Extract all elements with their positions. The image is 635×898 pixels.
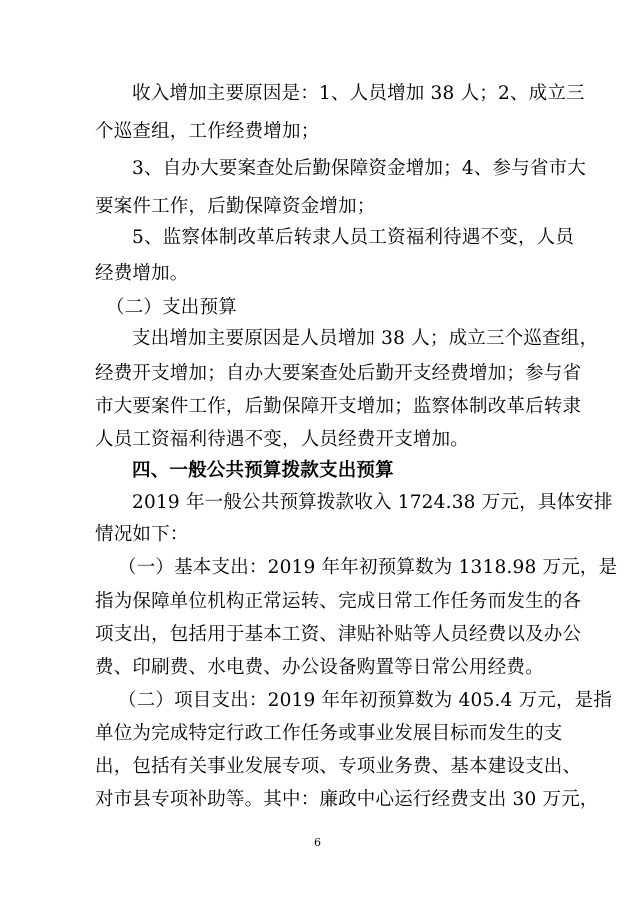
paragraph-line: （一）基本支出：2019 年年初预算数为 1318.98 万元，是 xyxy=(118,557,618,578)
paragraph-line: 项支出，包括用于基本工资、津贴补贴等人员经费以及办公 xyxy=(95,624,582,645)
paragraph-line: 出，包括有关事业发展专项、专项业务费、基本建设支出、 xyxy=(95,756,582,777)
paragraph-line: 要案件工作，后勤保障资金增加； xyxy=(95,196,376,217)
section-heading: （二）支出预算 xyxy=(106,297,237,318)
paragraph-line: 5、监察体制改革后转隶人员工资福利待遇不变，人员 xyxy=(132,227,575,248)
paragraph-line: 市大要案件工作，后勤保障开支增加；监察体制改革后转隶 xyxy=(95,396,582,417)
paragraph-line: 人员工资福利待遇不变，人员经费开支增加。 xyxy=(95,429,470,450)
page-number: 6 xyxy=(314,836,321,849)
paragraph-line: 经费增加。 xyxy=(95,263,189,284)
paragraph-line: 个巡查组，工作经费增加； xyxy=(95,121,320,142)
section-heading: 四、一般公共预算拨款支出预算 xyxy=(132,460,394,481)
paragraph-line: 支出增加主要原因是人员增加 38 人；成立三个巡查组， xyxy=(132,328,599,349)
paragraph-line: 经费开支增加；自办大要案查处后勤开支经费增加；参与省 xyxy=(95,363,582,384)
paragraph-line: 情况如下： xyxy=(95,524,189,545)
paragraph-line: 对市县专项补助等。其中：廉政中心运行经费支出 30 万元， xyxy=(95,789,599,810)
paragraph-line: 3、自办大要案查处后勤保障资金增加；4、参与省市大 xyxy=(132,158,587,179)
paragraph-line: （二）项目支出：2019 年年初预算数为 405.4 万元，是指 xyxy=(118,690,613,711)
paragraph-line: 收入增加主要原因是：1、人员增加 38 人；2、成立三 xyxy=(132,83,585,104)
paragraph-line: 费、印刷费、水电费、办公设备购置等日常公用经费。 xyxy=(95,657,544,678)
paragraph-line: 2019 年一般公共预算拨款收入 1724.38 万元，具体安排 xyxy=(132,492,613,513)
paragraph-line: 单位为完成特定行政工作任务或事业发展目标而发生的支 xyxy=(95,723,563,744)
paragraph-line: 指为保障单位机构正常运转、完成日常工作任务而发生的各 xyxy=(95,591,582,612)
